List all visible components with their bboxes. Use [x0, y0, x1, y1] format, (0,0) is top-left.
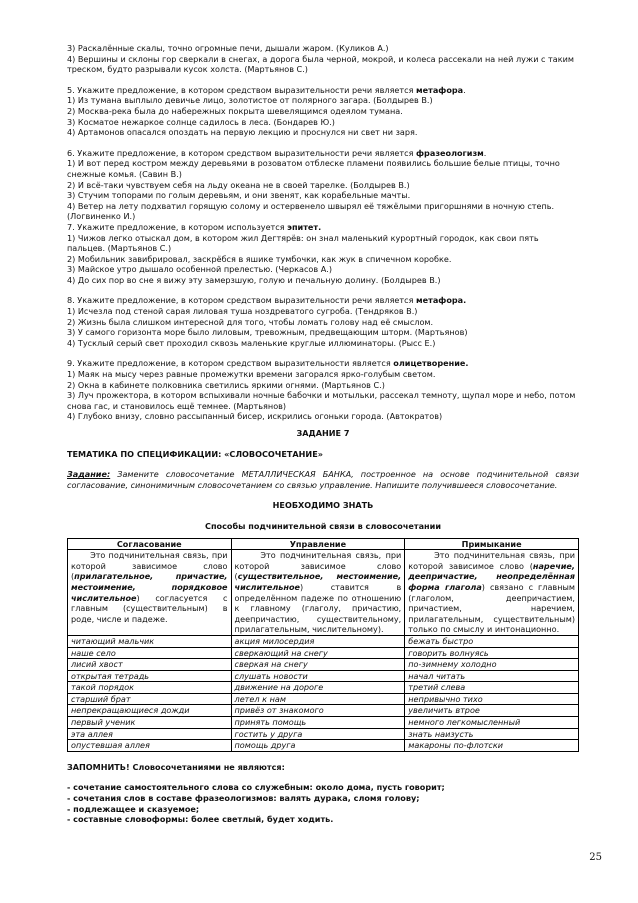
example-cell: эта аллея	[68, 728, 232, 740]
connection-types-table	[67, 538, 579, 752]
def-government-c: ) ставится в определённом падеже по отношению к главному (глаголу, причастию, деепричастию, существительному, прилагательным, числительному).	[234, 581, 402, 635]
example-cell: по-зимнему холодно	[405, 659, 579, 671]
example-cell: акция милосердия	[231, 635, 405, 647]
q5-option-1: 1) Из тумана выплыло девичье лицо, золотистое от полярного загара. (Болдырев В.)	[67, 95, 433, 106]
def-agreement	[68, 550, 232, 636]
definition-row	[68, 550, 579, 636]
def-government-b: существительное, местоимение, числительное	[234, 571, 402, 592]
remember-item-3: - подлежащее и сказуемое;	[67, 803, 200, 814]
q6-option-4: 4) Ветер на лету подхватил горящую солому и остервенело швырял её тяжёлыми пригоршнями в ночную степь. (Логвиненко И.)	[67, 200, 555, 222]
q7-option-4: 4) До сих пор во сне я вижу эту замерзшую, голую и печальную долину. (Болдырев В.)	[67, 274, 441, 285]
table-header-row	[68, 538, 579, 550]
example-cell: начал читать	[405, 670, 579, 682]
example-cell: третий слева	[405, 682, 579, 694]
q6-end: .	[483, 147, 487, 158]
example-cell: сверкая на снегу	[231, 659, 405, 671]
q7-term: эпитет.	[287, 221, 322, 232]
example-cell: непривычно тихо	[405, 693, 579, 705]
q6-prompt	[67, 148, 579, 159]
table-row	[68, 682, 579, 694]
top-line-2: 4) Вершины и склоны гор сверкали в снегах, а дорога была черной, мокрой, и колеса рассекали на ней лужи с таким треском, будто разрывали кусок холста. (Мартьянов С.)	[67, 53, 574, 75]
q8-prompt-text: 8. Укажите предложение, в котором средством выразительности речи является	[67, 295, 417, 306]
q5-option-2: 2) Москва-река была до набережных покрыта шевелящимся одеялом тумана.	[67, 105, 403, 116]
example-cell: увеличить втрое	[405, 705, 579, 717]
q9-option-2: 2) Окна в кабинете полковника светились яркими огнями. (Мартьянов С.)	[67, 379, 385, 390]
example-cell: бежать быстро	[405, 635, 579, 647]
assignment-body: Замените словосочетание МЕТАЛЛИЧЕСКАЯ БАНКА, построенное на основе подчинительной связи согласование, синонимичным словосочетанием со связью управление. Напишите получившееся словосочетание.	[67, 469, 579, 490]
q5-option-4: 4) Артамонов опасался опоздать на первую лекцию и проснулся ни свет ни заря.	[67, 127, 418, 138]
q6-option-2: 2) И всё-таки чувствуем себя на льду океана не в своей тарелке. (Болдырев В.)	[67, 179, 410, 190]
table-row	[68, 693, 579, 705]
remember-item-1: - сочетание самостоятельного слова со служебным: около дома, пусть говорит;	[67, 782, 445, 793]
q7-option-2: 2) Мобильник завибрировал, заскрёбся в яшике тумбочки, как жук в спичечном коробке.	[67, 253, 452, 264]
example-cell: движение на дороге	[231, 682, 405, 694]
q7-option-1: 1) Чижов легко отыскал дом, в котором жил Дегтярёв: он знал маленький курортный городок, как свои пять пальцев. (Мартьянов С.)	[67, 232, 539, 254]
q9-option-3: 3) Луч прожектора, в котором вспыхивали ночные бабочки и мотыльки, рассекал темноту, щупал море и небо, потом снова гас, и становилось ещё темнее. (Мартьянов)	[67, 390, 576, 411]
q6-option-1: 1) И вот перед костром между деревьями в розоватом отблеске пламени появились большие белые птицы, точно снежные комья. (Савин В.)	[67, 158, 560, 179]
example-cell: такой порядок	[68, 682, 232, 694]
q7-prompt	[67, 222, 579, 233]
q6-prompt-text: 6. Укажите предложение, в котором средством выразительности речи является	[67, 147, 417, 158]
header-agreement: Согласование	[68, 538, 232, 550]
task-title: ЗАДАНИЕ 7	[296, 428, 350, 438]
q5-end: .	[463, 84, 466, 95]
q6-term: фразеологизм	[416, 147, 484, 158]
q6-option-3: 3) Стучим топорами по голым деревьям, и они звенят, как корабельные мачты.	[67, 190, 411, 201]
remember-item-2: - сочетания слов в составе фразеологизмов: валять дурака, сломя голову;	[67, 793, 420, 804]
q9-option-4: 4) Глубоко внизу, словно рассыпанный бисер, искрились огоньки города. (Автократов)	[67, 411, 443, 422]
example-cell: знать наизусть	[405, 728, 579, 740]
header-adjunction: Примыкание	[405, 538, 579, 550]
table-title: Способы подчинительной связи в словосочетании	[205, 520, 441, 531]
q9-term: олицетворение.	[393, 358, 469, 369]
top-line-1: 3) Раскалённые скалы, точно огромные печи, дышали жаром. (Куликов А.)	[67, 43, 389, 53]
def-adjunction	[405, 550, 579, 636]
def-adjunction-c: ) связано с главным (глаголом, деепричастием, причастием, наречием, прилагательным, существительным) только по смыслу и интонационно.	[408, 581, 575, 635]
must-know-heading: НЕОБХОДИМО ЗНАТЬ	[272, 500, 374, 511]
example-cell: первый ученик	[68, 717, 232, 729]
example-cell: летел к нам	[231, 693, 405, 705]
def-agreement-c: ) согласуется с главным (существительным) в роде, числе и падеже.	[71, 592, 228, 624]
def-adjunction-b: наречие, деепричастие, неопределённая форма глагола	[408, 560, 575, 592]
document-page	[67, 43, 579, 825]
q5-prompt-text: 5. Укажите предложение, в котором средством выразительности речи является	[67, 84, 417, 95]
q9-prompt	[67, 358, 579, 369]
spec-line: ТЕМАТИКА ПО СПЕЦИФИКАЦИИ: «СЛОВОСОЧЕТАНИЕ»	[67, 448, 323, 459]
table-row	[68, 717, 579, 729]
example-cell: читающий мальчик	[68, 635, 232, 647]
remember-title: ЗАПОМНИТЬ! Словосочетаниями не являются:	[67, 761, 285, 772]
example-cell: открытая тетрадь	[68, 670, 232, 682]
table-row	[68, 635, 579, 647]
table-row	[68, 659, 579, 671]
example-cell: сверкающий на снегу	[231, 647, 405, 659]
example-cell: наше село	[68, 647, 232, 659]
example-cell: лисий хвост	[68, 659, 232, 671]
example-cell: привёз от знакомого	[231, 705, 405, 717]
q5-option-3: 3) Косматое нежаркое солнце садилось в леса. (Бондарев Ю.)	[67, 116, 335, 127]
q8-option-4: 4) Тусклый серый свет проходил сквозь маленькие круглые иллюминаторы. (Рысс Е.)	[67, 337, 436, 348]
def-government-a: Это подчинительная связь, при которой зависимое слово (	[234, 550, 402, 582]
table-row	[68, 670, 579, 682]
q9-option-1: 1) Маяк на мысу через равные промежутки времени загорался ярко-голубым светом.	[67, 369, 436, 380]
def-agreement-a: Это подчинительная связь, при которой зависимое слово (	[71, 550, 228, 582]
q5-term: метафора	[416, 84, 464, 95]
table-row	[68, 740, 579, 752]
remember-item-4: - составные словоформы: более светлый, будет ходить.	[67, 814, 334, 825]
q9-prompt-text: 9. Укажите предложение, в котором средством выразительности является	[67, 358, 394, 369]
example-cell: старший брат	[68, 693, 232, 705]
q8-prompt	[67, 295, 579, 306]
q8-option-1: 1) Исчезла под стеной сарая лиловая туша ноздреватого сугроба. (Тендряков В.)	[67, 306, 418, 317]
example-cell: помощь друга	[231, 740, 405, 752]
example-cell: макароны по-флотски	[405, 740, 579, 752]
example-cell: принять помощь	[231, 717, 405, 729]
q7-option-3: 3) Майское утро дышало особенной прелестью. (Черкасов А.)	[67, 264, 332, 275]
page-number: 25	[589, 852, 602, 863]
q8-option-3: 3) У самого горизонта море было лиловым, тревожным, предвещающим шторм. (Мартьянов)	[67, 327, 468, 338]
q8-option-2: 2) Жизнь была слишком интересной для того, чтобы ломать голову над её смыслом.	[67, 316, 434, 327]
example-cell: говорить волнуясь	[405, 647, 579, 659]
assignment-label: Задание:	[67, 469, 111, 480]
example-cell: опустевшая аллея	[68, 740, 232, 752]
example-cell: непрекращающиеся дожди	[68, 705, 232, 717]
table-row	[68, 728, 579, 740]
example-cell: гостить у друга	[231, 728, 405, 740]
example-cell: немного легкомысленный	[405, 717, 579, 729]
example-cell: слушать новости	[231, 670, 405, 682]
q7-prompt-text: 7. Укажите предложение, в котором используется	[67, 221, 288, 232]
def-government	[231, 550, 405, 636]
table-row	[68, 647, 579, 659]
q8-term: метафора.	[416, 295, 467, 306]
q5-prompt	[67, 85, 579, 96]
assignment-text	[67, 469, 579, 490]
def-adjunction-a: Это подчинительная связь, при которой зависимое слово (	[408, 550, 575, 571]
def-agreement-b: прилагательное, причастие, местоимение, порядковое числительное	[71, 571, 228, 603]
table-row	[68, 705, 579, 717]
header-government: Управление	[231, 538, 405, 550]
